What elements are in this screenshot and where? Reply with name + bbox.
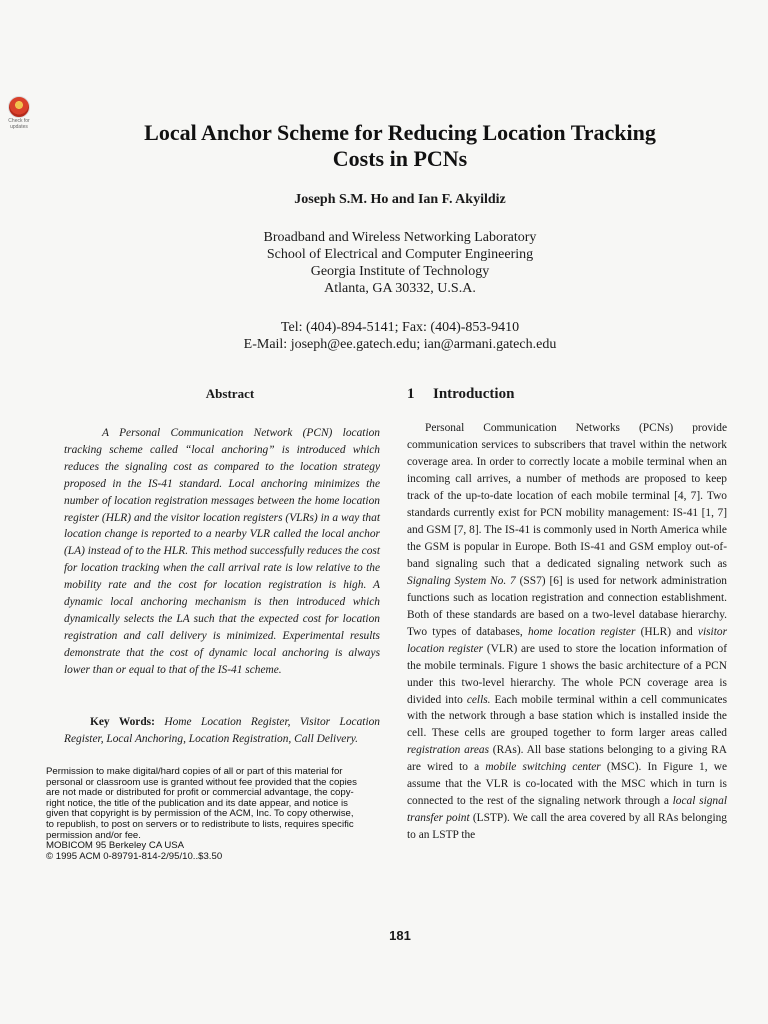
intro-text-1: Personal Communication Networks (PCNs) provide communication services to subscribers that travel within the network coverage area. In order to correctly locate a mobile terminal when an incoming call arrives, a number of methods are proposed to keep track of the up-to-date location of each mobile terminal [4, 7]. Two standards currently exist for PCN mobility management: IS-41 [1, 7] and GSM [7, 8]. The IS-41 is commonly used in North America while the GSM is popular in Europe. Both IS-41 and GSM employ out-of-band signaling such that a dedicated signaling network such as [407,422,727,570]
affiliation-line-4: Atlanta, GA 30332, U.S.A. [324,281,476,296]
introduction-heading [407,386,727,403]
title-line-2: Costs in PCNs [332,146,468,171]
intro-emphasis-1: Signaling System No. 7 [407,574,516,587]
intro-text-5: Each mobile terminal within a cell communicates with the network through a base station which is installed inside the cell. These cells are grouped together to form larger areas called [407,693,727,740]
contact-phone: Tel: (404)-894-5141; Fax: (404)-853-9410 [280,320,520,335]
section-title: Introduction [433,386,515,402]
permission-line-2: personal or classroom use is granted without fee provided that the copies [46,776,357,788]
abstract-text: A Personal Communication Network (PCN) location tracking scheme called “local anchoring” is introduced which reduces the signaling cost as compared to the location strategy proposed in the IS-41 standard. Local anchoring minimizes the number of location registration messages between the home location register (HLR) and the visitor location registers (VLRs) in a way that location change is reported to a nearby VLR called the local anchor (LA) instead of to the HLR. This method successfully reduces the cost for location tracking when the call arrival rate is low relative to the mobility rate and the cost for location registration is high. A dynamic local anchoring mechanism is then introduced which dynamically selects the LA such that the expected cost for location registration and call delivery is minimized. Experimental results demonstrate that the cost of dynamic local anchoring is always lower than or equal to that of the IS-41 scheme. [64,427,380,676]
keywords [64,714,380,748]
affiliation-line-2: School of Electrical and Computer Engineering [266,247,534,262]
intro-emphasis-4: cells. [466,693,491,706]
page-number: 181 [389,928,411,943]
permission-line-7: permission and/or fee. [46,829,141,841]
permission-line-4: right notice, the title of the publication and its date appear, and notice is [46,797,348,809]
copyright-line: © 1995 ACM 0-89791-814-2/95/10..$3.50 [46,850,223,862]
intro-emphasis-7: local signal transfer point [407,795,727,825]
conference-line: MOBICOM 95 Berkeley CA USA [46,840,185,852]
permission-line-6: to republish, to post on servers or to redistribute to lists, requires specific [46,818,354,830]
contact-email: E-Mail: joseph@ee.gatech.edu; ian@armani.gatech.edu [243,337,557,352]
intro-text-6: (RAs). All base stations belonging to a giving RA are wired to a [407,744,727,774]
copyright-permission-notice [46,767,396,862]
intro-text-3: (HLR) and [635,625,698,638]
authors: Joseph S.M. Ho and Ian F. Akyildiz [294,192,506,207]
permission-line-1: Permission to make digital/hard copies of all or part of this material for [46,766,343,777]
intro-text-7: (MSC). In Figure 1, we assume that the VLR is co-located with the MSC which in turn is connected to the rest of the signaling network through a [407,761,727,808]
intro-text-2: (SS7) [6] is used for network administration functions such as location registration and connection establishment. Both of these standards are based on a two-level database hierarchy. Two types of databases, [407,574,727,638]
intro-emphasis-2: home location register [527,625,636,638]
paper-title [60,120,740,172]
affiliation-line-1: Broadband and Wireless Networking Laboratory [263,230,537,245]
badge-caption-1: Check for [8,118,30,124]
permission-line-3: are not made or distributed for profit or commercial advantage, the copy- [46,787,354,799]
intro-emphasis-6: mobile switching center [485,761,601,774]
keywords-label: Key Words: [90,716,155,728]
abstract-heading: Abstract [205,386,255,401]
check-for-updates-icon [8,96,30,118]
intro-text-8: (LSTP). We call the area covered by all RAs belonging to an LSTP the [407,812,728,842]
affiliation-line-3: Georgia Institute of Technology [310,264,490,279]
contact-info [60,319,740,353]
introduction-paragraph [407,420,727,844]
intro-text-4: (VLR) are used to store the location information of the mobile terminals. Figure 1 shows the basic architecture of a PCN under this two-level hierarchy. The whole PCN coverage area is divided into [407,642,727,706]
check-for-updates-badge[interactable] [4,96,34,130]
title-line-1: Local Anchor Scheme for Reducing Location Tracking [144,120,656,145]
intro-emphasis-5: registration areas [407,744,490,757]
affiliation [60,229,740,297]
badge-caption-2: updates [10,124,28,130]
keywords-text: Home Location Register, Visitor Location Register, Local Anchoring, Location Registration, Call Delivery. [64,716,380,745]
section-number: 1 [407,386,415,402]
intro-emphasis-3: visitor location register [407,625,728,655]
permission-line-5: given that copyright is by permission of the ACM, Inc. To copy otherwise, [46,808,354,820]
